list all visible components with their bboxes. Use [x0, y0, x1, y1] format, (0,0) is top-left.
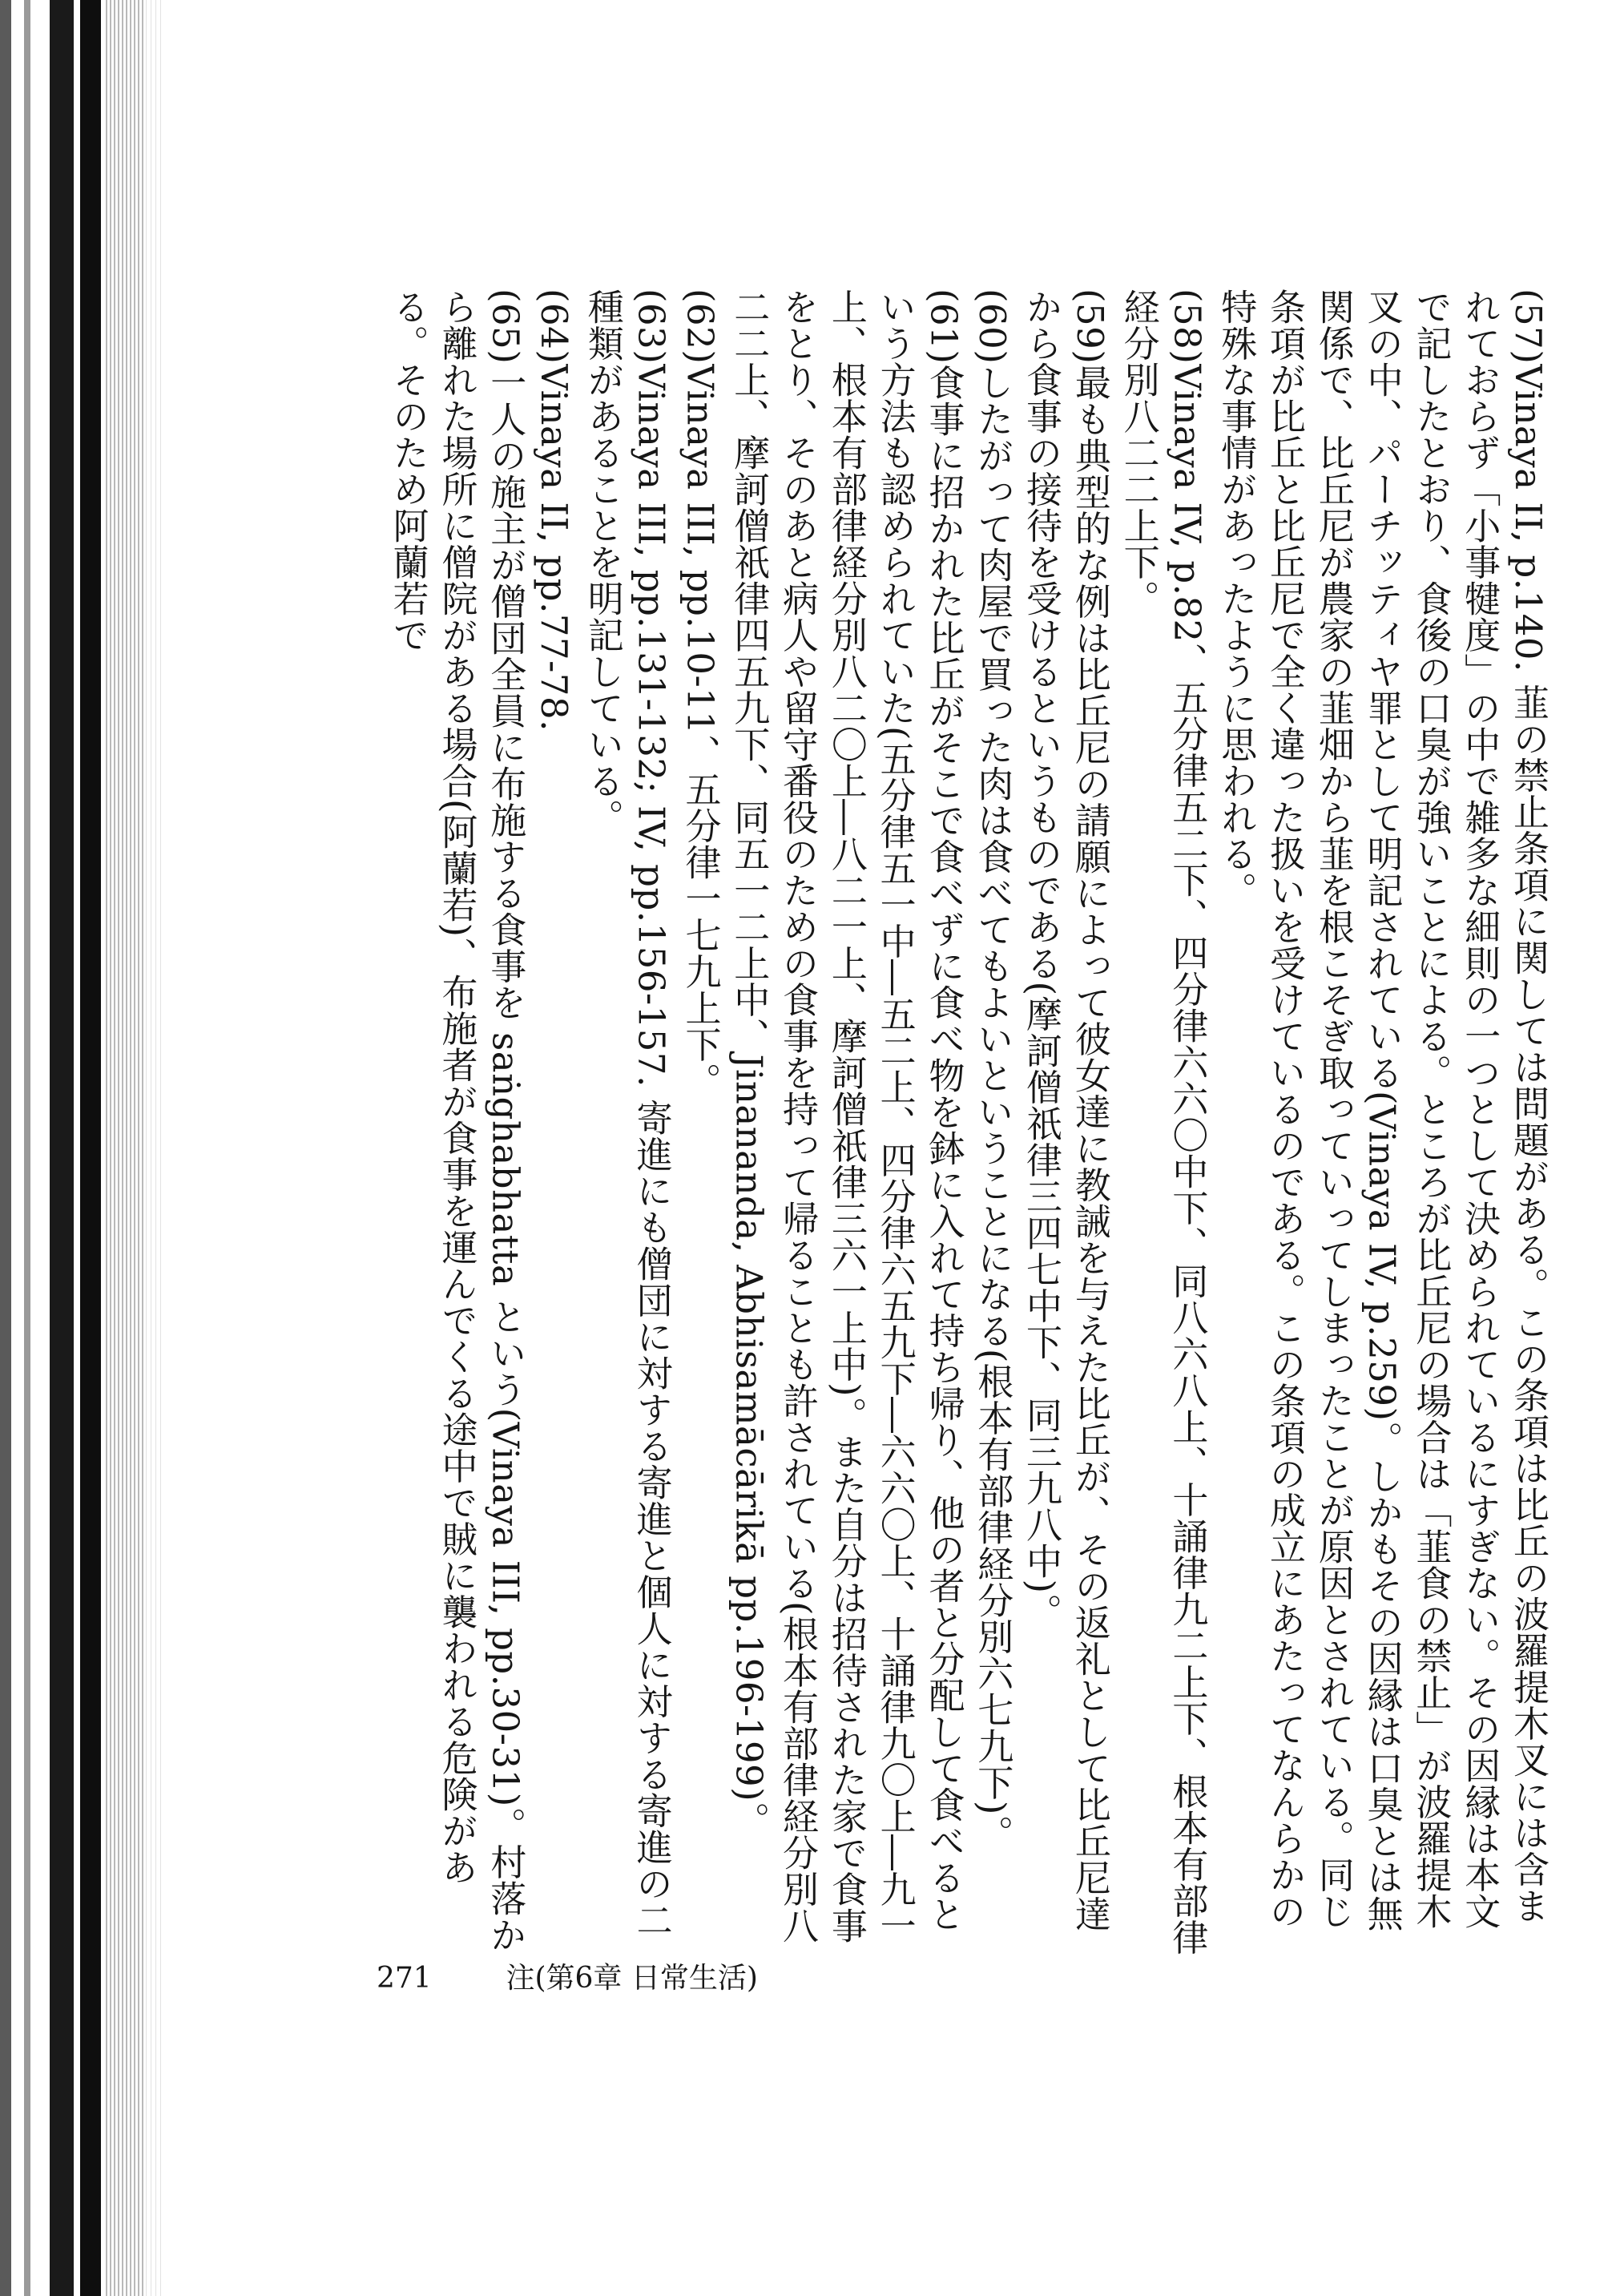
note-57	[1211, 289, 1552, 1955]
scan-edge-bar	[50, 0, 74, 2296]
note-text: Vinaya IV, p.82、五分律五二下、四分律六六〇中下、同八六八上、十誦律九二上下、根本有部律経分別八二二上下。	[1117, 289, 1209, 1955]
note-text: Vinaya II, pp.77-78.	[533, 364, 576, 732]
note-number: (60)	[971, 289, 1014, 365]
note-text: したがって肉屋で買った肉は食べてもよいということになる(根本有部律経分別六七九下)。	[971, 364, 1014, 1852]
note-text: Vinaya III, pp.131-132; IV, pp.156-157. 寄進にも僧団に対する寄進と個人に対する寄進の二種類があることを明記している。	[581, 289, 673, 1939]
note-65	[383, 289, 529, 1955]
note-text: Vinaya III, pp.10-11、五分律一七九上下。	[679, 364, 722, 1100]
note-60	[967, 289, 1016, 1955]
page-number: 271	[377, 1962, 432, 1995]
running-title: 注(第6章 日常生活)	[506, 1962, 758, 1995]
note-number: (65)	[484, 289, 527, 365]
note-number: (57)	[1507, 289, 1549, 365]
note-number: (64)	[533, 289, 576, 365]
note-text: 一人の施主が僧団全員に布施する食事を saṅghabhatta という(Vinaya III, pp.30-31)。村落から離れた場所に僧院がある場合(阿蘭若)、布施者が食事を運んでくる途中で賊に襲われる危険がある。そのため阿蘭若で	[386, 289, 527, 1953]
note-61	[723, 289, 967, 1955]
scan-edge-noise	[106, 0, 144, 2296]
note-58	[1114, 289, 1211, 1955]
note-63	[578, 289, 675, 1955]
note-number: (61)	[922, 289, 965, 365]
notes-text-block	[254, 289, 1552, 1955]
note-64	[529, 289, 578, 1955]
scan-edge-bar	[80, 0, 101, 2296]
note-number: (62)	[679, 289, 722, 365]
scan-edge-dark	[0, 0, 11, 2296]
note-number: (58)	[1166, 289, 1209, 365]
note-59	[1016, 289, 1114, 1955]
note-62	[675, 289, 724, 1955]
note-text: 食事に招かれた比丘がそこで食べずに食べ物を鉢に入れて持ち帰り、他の者と分配して食べるという方法も認められていた(五分律五一中―五二上、四分律六五九下―六六〇上、十誦律九〇上―九一上、根本有部律経分別八二〇上―八二一上、摩訶僧祇律三六一上中)。また自分は招待された家で食事をとり、そのあと病人や留守番役のための食事を持って帰ることも許されている(根本有部律経分別八二二上、摩訶僧祇律四五九下、同五一二上中、Jinananda, Abhisamācārikā pp.196-199)。	[727, 289, 965, 1944]
scan-edge-gray	[24, 0, 30, 2296]
scan-edge-noise	[146, 0, 165, 2296]
note-text: 最も典型的な例は比丘尼の請願によって彼女達に教誡を与えた比丘が、その返礼として比丘尼達から食事の接待を受けるというものである(摩訶僧祇律三四七中下、同三九八中)。	[1020, 289, 1111, 1932]
note-number: (63)	[630, 289, 673, 365]
page-footer	[377, 1955, 758, 1996]
note-text: Vinaya II, p.140. 韮の禁止条項に関しては問題がある。この条項は比丘の波羅提木叉には含まれておらず「小事犍度」の中で雑多な細則の一つとして決められているにすぎない。その因縁は本文で記したとおり、食後の口臭が強いことによる。ところが比丘尼の場合は「韮食の禁止」が波羅提木叉の中、パーチッティヤ罪として明記されている(Vinaya IV, p.259)。しかもその因縁は口臭とは無関係で、比丘尼が農家の韮畑から韮を根こそぎ取っていってしまったことが原因とされている。同じ条項が比丘と比丘尼で全く違った扱いを受けているのである。この条項の成立にあたってなんらかの特殊な事情があったように思われる。	[1215, 289, 1549, 1932]
note-number: (59)	[1068, 289, 1111, 365]
